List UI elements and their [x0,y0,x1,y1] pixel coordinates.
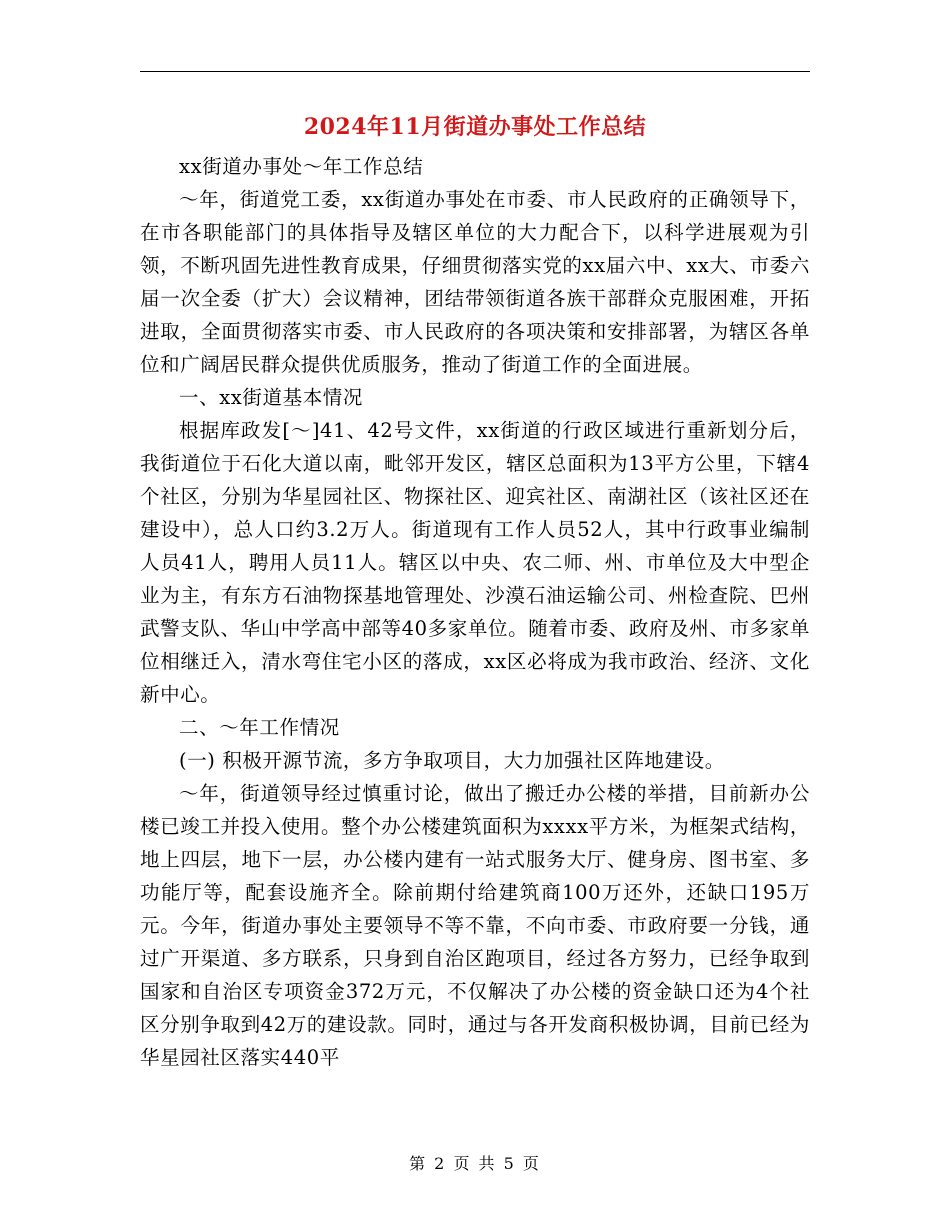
section-heading-work: 二、～年工作情况 [179,716,340,739]
paragraph-basic-info: 根据库政发[～]41、42号文件，xx街道的行政区域进行重新划分后，我街道位于石化大道以南，毗邻开发区，辖区总面积为13平方公里，下辖4个社区，分别为华星园社区、物探社区、迎宾社区、南湖社区（该社区还在建设中），总人口约3.2万人。街道现有工作人员52人，其中行政事业编制人员41人，聘用人员11人。辖区以中央、农二师、州、市单位及大中型企业为主，有东方石油物探基地管理处、沙漠石油运输公司、州检查院、巴州武警支队、华山中学高中部等40多家单位。随着市委、政府及州、市多家单位相继迁入，清水弯住宅小区的落成，xx区必将成为我市政治、经济、文化新中心。 [140,419,810,706]
section-heading-basic-info: 一、xx街道基本情况 [179,386,363,409]
subsection-heading-1: (一) 积极开源节流，多方争取项目，大力加强社区阵地建设。 [179,749,725,772]
header-rule [140,71,810,72]
paragraph-intro: ～年，街道党工委，xx街道办事处在市委、市人民政府的正确领导下，在市各职能部门的具体指导及辖区单位的大力配合下，以科学进展观为引领，不断巩固先进性教育成果，仔细贯彻落实党的xx届六中、xx大、市委六届一次全委（扩大）会议精神，团结带领街道各族干部群众克服困难，开拓进取，全面贯彻落实市委、市人民政府的各项决策和安排部署，为辖区各单位和广阔居民群众提供优质服务，推动了街道工作的全面进展。 [140,188,810,376]
page-number: 第 2 页 共 5 页 [409,1154,541,1173]
paragraph-subtitle: xx街道办事处～年工作总结 [179,155,424,178]
paragraph-office-building: ～年，街道领导经过慎重讨论，做出了搬迁办公楼的举措，目前新办公楼已竣工并投入使用。整个办公楼建筑面积为xxxx平方米，为框架式结构，地上四层，地下一层，办公楼内建有一站式服务大厅、健身房、图书室、多功能厅等，配套设施齐全。除前期付给建筑商100万还外，还缺口195万元。今年，街道办事处主要领导不等不靠，不向市委、市政府要一分钱，通过广开渠道、多方联系，只身到自治区跑项目，经过各方努力，已经争取到国家和自治区专项资金372万元，不仅解决了办公楼的资金缺口还为4个社区分别争取到42万的建设款。同时，通过与各开发商积极协调，目前已经为华星园社区落实440平 [140,782,810,1069]
document-title: 2024年11月街道办事处工作总结 [303,114,647,140]
document-body [140,150,810,1074]
